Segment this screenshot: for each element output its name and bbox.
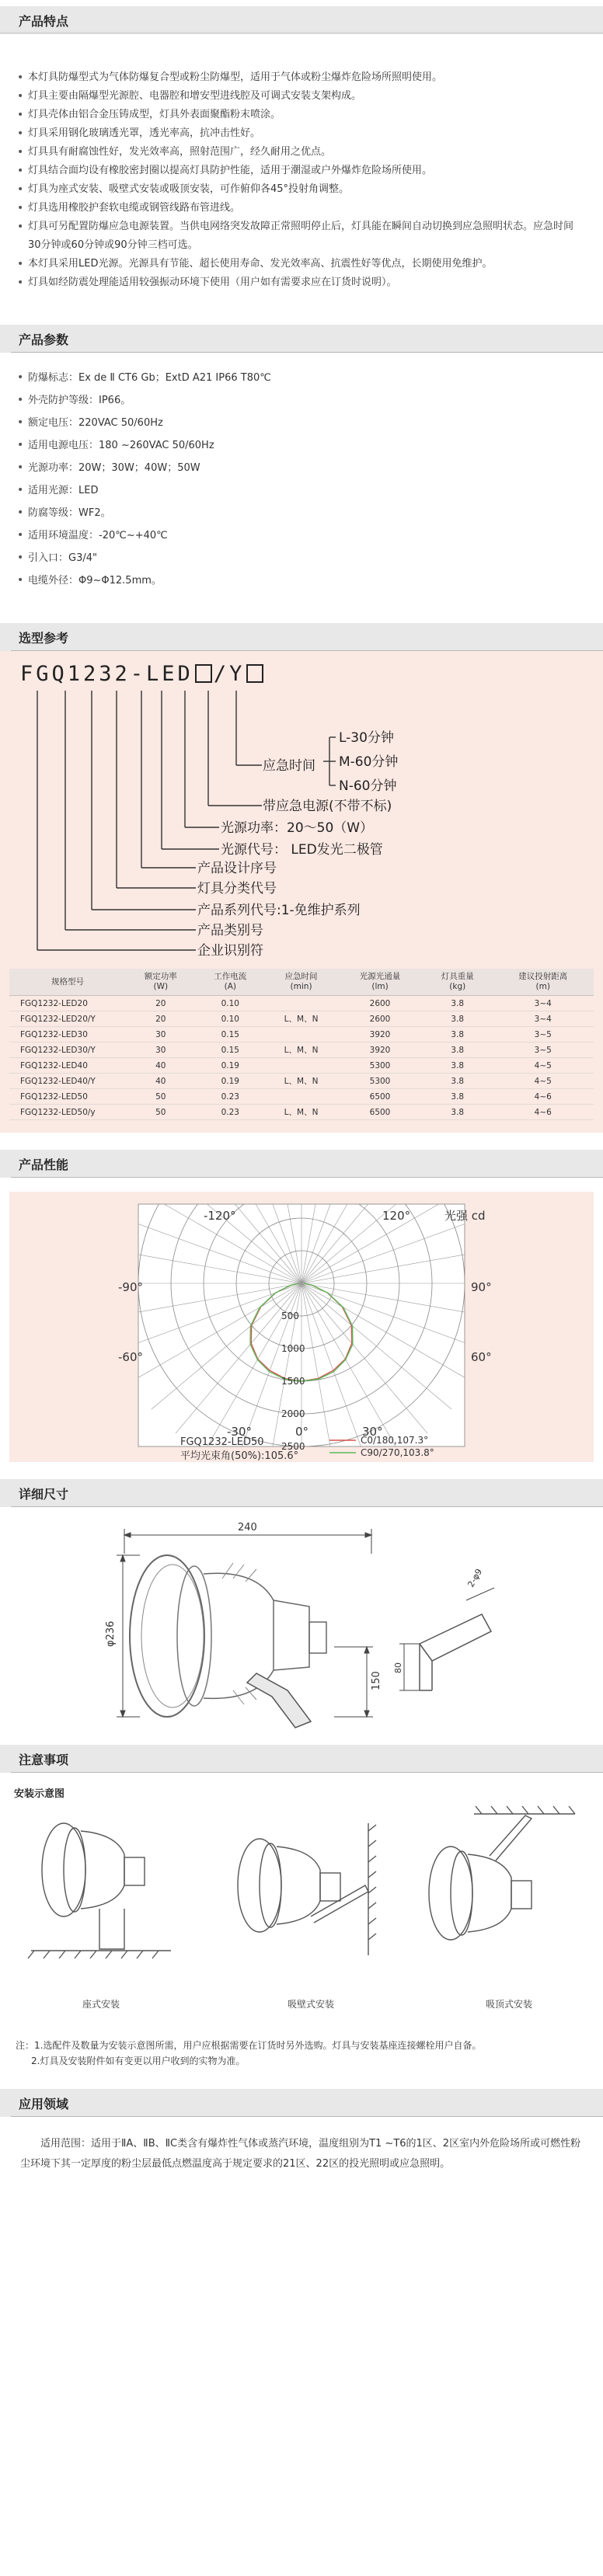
legend-label: C0/180,107.3° (361, 1435, 429, 1446)
params-list (0, 353, 603, 623)
feature-item: • 本灯具采用LED光源。光源具有节能、超长使用寿命、发光效率高、抗震性好等优点，长期使用免维护。 (16, 255, 580, 273)
feature-item: • 灯具如经防震处理能适用较强振动环境下使用（用户如有需要求应在订货时说明）。 (16, 273, 580, 292)
table-cell: 2600 (337, 1011, 423, 1027)
table-cell: 0.15 (196, 1027, 266, 1043)
table-cell (265, 1089, 337, 1105)
feature-item: • 灯具选用橡胶护套软电缆或钢管线路布管进线。 (16, 199, 580, 218)
table-cell: 3~5 (493, 1027, 594, 1043)
table-cell (265, 1058, 337, 1074)
table-cell: 3920 (337, 1027, 423, 1043)
table-row (9, 996, 594, 1011)
table-cell: 3.8 (423, 1027, 493, 1043)
polar-chart (9, 1198, 594, 1462)
table-cell: 3.8 (423, 1105, 493, 1120)
table-cell: 0.19 (196, 1058, 266, 1074)
table-cell: 6500 (337, 1105, 423, 1120)
table-cell: 6500 (337, 1089, 423, 1105)
table-cell: 50 (126, 1105, 196, 1120)
table-row (9, 1043, 594, 1058)
dimensions-header (0, 1479, 603, 1507)
angle-label: -90° (118, 1280, 143, 1294)
dim-width: 240 (238, 1522, 257, 1533)
col-header: 应急时间 (min) (265, 969, 337, 996)
model-box (195, 664, 212, 683)
param-item: • 外壳防护等级：IP66。 (16, 389, 580, 412)
callout-design-no: 产品设计序号 (197, 861, 277, 876)
radial-label: 2500 (281, 1441, 305, 1452)
install-title: 安装示意图 (14, 1788, 65, 1800)
param-item: • 适用环境温度：-20℃~+40℃ (16, 524, 580, 547)
table-row (9, 1089, 594, 1105)
angle-label: 60° (471, 1350, 492, 1364)
table-cell: 2600 (337, 996, 423, 1011)
table-cell: FGQ1232-LED40 (9, 1058, 126, 1074)
feature-item: • 灯具结合面均设有橡胶密封圈以提高灯具防护性能，适用于潮湿或户外爆炸危险场所使用。 (16, 162, 580, 180)
callout-series: 产品系列代号:1-免维护系列 (197, 903, 361, 918)
table-cell: 0.23 (196, 1089, 266, 1105)
param-item: • 适用电源电压：180 ~260VAC 50/60Hz (16, 434, 580, 457)
radial-label: 1500 (281, 1376, 305, 1387)
angle-label: 0° (295, 1425, 309, 1439)
param-item: • 额定电压：220VAC 50/60Hz (16, 412, 580, 434)
model-code (20, 662, 594, 686)
table-cell: 40 (126, 1058, 196, 1074)
feature-item: • 灯具壳体由铝合金压铸成型，灯具外表面聚酯粉末喷涂。 (16, 106, 580, 124)
model-prefix: FGQ1232-LED (20, 662, 193, 686)
model-box (246, 664, 263, 683)
feature-item: • 灯具可另配置防爆应急电源装置。当供电网络突发故障正常照明停止后，灯具能在瞬间自动切换到应急照明状态。应急时间30分钟或60分钟或90分钟三档可选。 (16, 218, 580, 255)
table-cell: 0.23 (196, 1105, 266, 1120)
ceiling-mount-figure (429, 1806, 575, 1940)
table-cell: 4~6 (493, 1105, 594, 1120)
table-cell: FGQ1232-LED50 (9, 1089, 126, 1105)
params-title: 产品参数 (19, 332, 69, 347)
table-cell: FGQ1232-LED30 (9, 1027, 126, 1043)
features-header (0, 6, 603, 34)
col-header: 光源光通量 (lm) (337, 969, 423, 996)
param-item: • 适用光源：LED (16, 479, 580, 502)
table-cell: 4~6 (493, 1089, 594, 1105)
application-text: 适用范围：适用于ⅡA、ⅡB、ⅡC类含有爆炸性气体或蒸汽环境，温度组别为T1 ~T6的1区、2区室内外危险场所或可燃性粉尘环境下其一定厚度的粉尘层最低点燃温度高于规定要求的21区、22区的投光照明或应急照明。 (20, 2138, 581, 2170)
performance-title: 产品性能 (19, 1157, 69, 1172)
col-header: 灯具重量 (kg) (423, 969, 493, 996)
wall-mount-label: 吸壁式安装 (287, 1999, 334, 2010)
col-header: 额定功率 (W) (126, 969, 196, 996)
table-cell: 3~4 (493, 1011, 594, 1027)
table-cell: 20 (126, 996, 196, 1011)
selection-header (0, 623, 603, 651)
feature-item: • 本灯具防爆型式为气体防爆复合型或粉尘防爆型，适用于气体或粉尘爆炸危险场所照明使用。 (16, 68, 580, 87)
application-header (0, 2089, 603, 2117)
selection-panel (0, 651, 603, 1133)
spec-table (9, 969, 594, 1120)
application-title: 应用领域 (19, 2096, 69, 2111)
param-item: • 引入口：G3/4" (16, 547, 580, 569)
selection-title: 选型参考 (19, 630, 69, 646)
dim-bracket: 80 (393, 1662, 403, 1673)
table-cell: 3.8 (423, 1058, 493, 1074)
dimension-svg (0, 1507, 603, 1740)
feature-item: • 灯具主要由隔爆型光源腔、电器腔和增安型进线腔及可调式安装支架构成。 (16, 87, 580, 106)
table-cell: 20 (126, 1011, 196, 1027)
table-cell: FGQ1232-LED50/y (9, 1105, 126, 1120)
table-cell: 3.8 (423, 1074, 493, 1089)
legend-label: C90/270,103.8° (361, 1447, 434, 1458)
table-cell (265, 1027, 337, 1043)
callout-enterprise: 企业识别符 (197, 943, 263, 959)
table-cell: 0.10 (196, 1011, 266, 1027)
callout-category: 产品类别号 (197, 923, 263, 938)
table-cell: 30 (126, 1027, 196, 1043)
angle-label: 光强 cd (444, 1209, 486, 1223)
table-cell: 0.15 (196, 1043, 266, 1058)
beam-angle: 平均光束角(50%):105.6° (180, 1450, 299, 1462)
table-cell: 3920 (337, 1043, 423, 1058)
table-row (9, 1027, 594, 1043)
radial-label: 1000 (281, 1343, 305, 1354)
table-cell: L、M、N (265, 1011, 337, 1027)
angle-label: 120° (382, 1209, 411, 1223)
callout-class-code: 灯具分类代号 (197, 881, 277, 896)
notes-header (0, 1745, 603, 1773)
param-item: • 光源功率：20W；30W；40W；50W (16, 457, 580, 479)
table-cell: 3.8 (423, 996, 493, 1011)
table-cell: FGQ1232-LED20 (9, 996, 126, 1011)
chart-model: FGQ1232-LED50 (180, 1436, 264, 1448)
table-cell: 0.19 (196, 1074, 266, 1089)
table-cell: 30 (126, 1043, 196, 1058)
callout-l: L-30分钟 (339, 730, 394, 746)
table-cell: 0.10 (196, 996, 266, 1011)
dimensions-title: 详细尺寸 (19, 1486, 69, 1502)
table-cell: 50 (126, 1089, 196, 1105)
table-row (9, 1074, 594, 1089)
table-row (9, 1105, 594, 1120)
callout-n: N-60分钟 (339, 778, 397, 794)
install-diagrams (0, 1800, 603, 2033)
angle-label: 30° (362, 1425, 383, 1439)
features-title: 产品特点 (19, 13, 69, 29)
table-cell: 3~4 (493, 996, 594, 1011)
table-cell: 3.8 (423, 1011, 493, 1027)
col-header: 规格型号 (9, 969, 126, 996)
table-cell: 4~5 (493, 1058, 594, 1074)
table-cell: 3~5 (493, 1043, 594, 1058)
model-code-diagram (9, 691, 594, 963)
col-header: 建议投射距离 (m) (493, 969, 594, 996)
table-cell: 3.8 (423, 1089, 493, 1105)
ceiling-mount-label: 吸顶式安装 (485, 1999, 532, 2010)
table-cell: 4~5 (493, 1074, 594, 1089)
table-header-row (9, 969, 594, 996)
angle-label: 90° (471, 1280, 492, 1294)
angle-label: -30° (227, 1425, 252, 1439)
callout-emergency-time: 应急时间 (263, 758, 315, 774)
col-header: 工作电流 (A) (196, 969, 266, 996)
table-cell: 5300 (337, 1058, 423, 1074)
radial-label: 500 (281, 1311, 299, 1321)
install-svg (0, 1800, 603, 2002)
table-cell: L、M、N (265, 1105, 337, 1120)
param-item: • 防爆标志：Ex de Ⅱ CT6 Gb；ExtD A21 IP66 T80℃ (16, 367, 580, 389)
table-cell: 5300 (337, 1074, 423, 1089)
feature-item: • 灯具为座式安装、吸壁式安装或吸顶安装，可作俯仰各45°投射角调整。 (16, 180, 580, 199)
feature-item: • 灯具采用钢化玻璃透光罩，透光率高，抗冲击性好。 (16, 124, 580, 143)
angle-label: -120° (204, 1209, 236, 1223)
param-item: • 电缆外径：Φ9~Φ12.5mm。 (16, 569, 580, 592)
table-cell: L、M、N (265, 1074, 337, 1089)
table-cell: 3.8 (423, 1043, 493, 1058)
wall-mount-figure (238, 1823, 376, 1955)
radial-label: 2000 (281, 1408, 305, 1419)
seat-mount-figure (28, 1823, 171, 1958)
dim-height: 150 (371, 1671, 382, 1690)
angle-label: -60° (118, 1350, 143, 1364)
footnote-2: 2.灯具及安装附件如有变更以用户收到的实物为准。 (31, 2056, 246, 2066)
callout-emergency-power: 带应急电源(不带不标) (263, 799, 392, 814)
table-cell: FGQ1232-LED30/Y (9, 1043, 126, 1058)
callout-power: 光源功率：20～50（W） (221, 820, 374, 836)
footnote-1: 注：1.选配件及数量为安装示意图所需，用户应根据需要在订货时另外选购。灯具与安装基座连接螺栓用户自备。 (16, 2040, 482, 2051)
install-footnotes (0, 2033, 603, 2069)
table-cell: FGQ1232-LED40/Y (9, 1074, 126, 1089)
model-sep: /Y (213, 662, 246, 686)
notes-title: 注意事项 (19, 1752, 69, 1767)
features-list (0, 34, 603, 325)
table-cell: L、M、N (265, 1043, 337, 1058)
params-header (0, 325, 603, 353)
seat-mount-label: 座式安装 (82, 1999, 120, 2010)
table-cell: 40 (126, 1074, 196, 1089)
callout-m: M-60分钟 (339, 754, 399, 770)
performance-header (0, 1150, 603, 1178)
product-page (0, 6, 603, 2193)
table-row (9, 1011, 594, 1027)
table-row (9, 1058, 594, 1074)
table-cell (265, 996, 337, 1011)
spec-table-body (9, 996, 594, 1120)
callout-source: 光源代号： LED发光二极管 (221, 842, 383, 858)
dimension-drawing (0, 1507, 603, 1740)
dim-diameter: φ236 (105, 1620, 117, 1647)
dim-hole: 2-φ9 (465, 1567, 485, 1589)
param-item: • 防腐等级：WF2。 (16, 502, 580, 524)
table-cell: FGQ1232-LED20/Y (9, 1011, 126, 1027)
polar-chart-panel (9, 1192, 594, 1462)
feature-item: • 灯具具有耐腐蚀性好，发光效率高，照射范围广，经久耐用之优点。 (16, 143, 580, 162)
